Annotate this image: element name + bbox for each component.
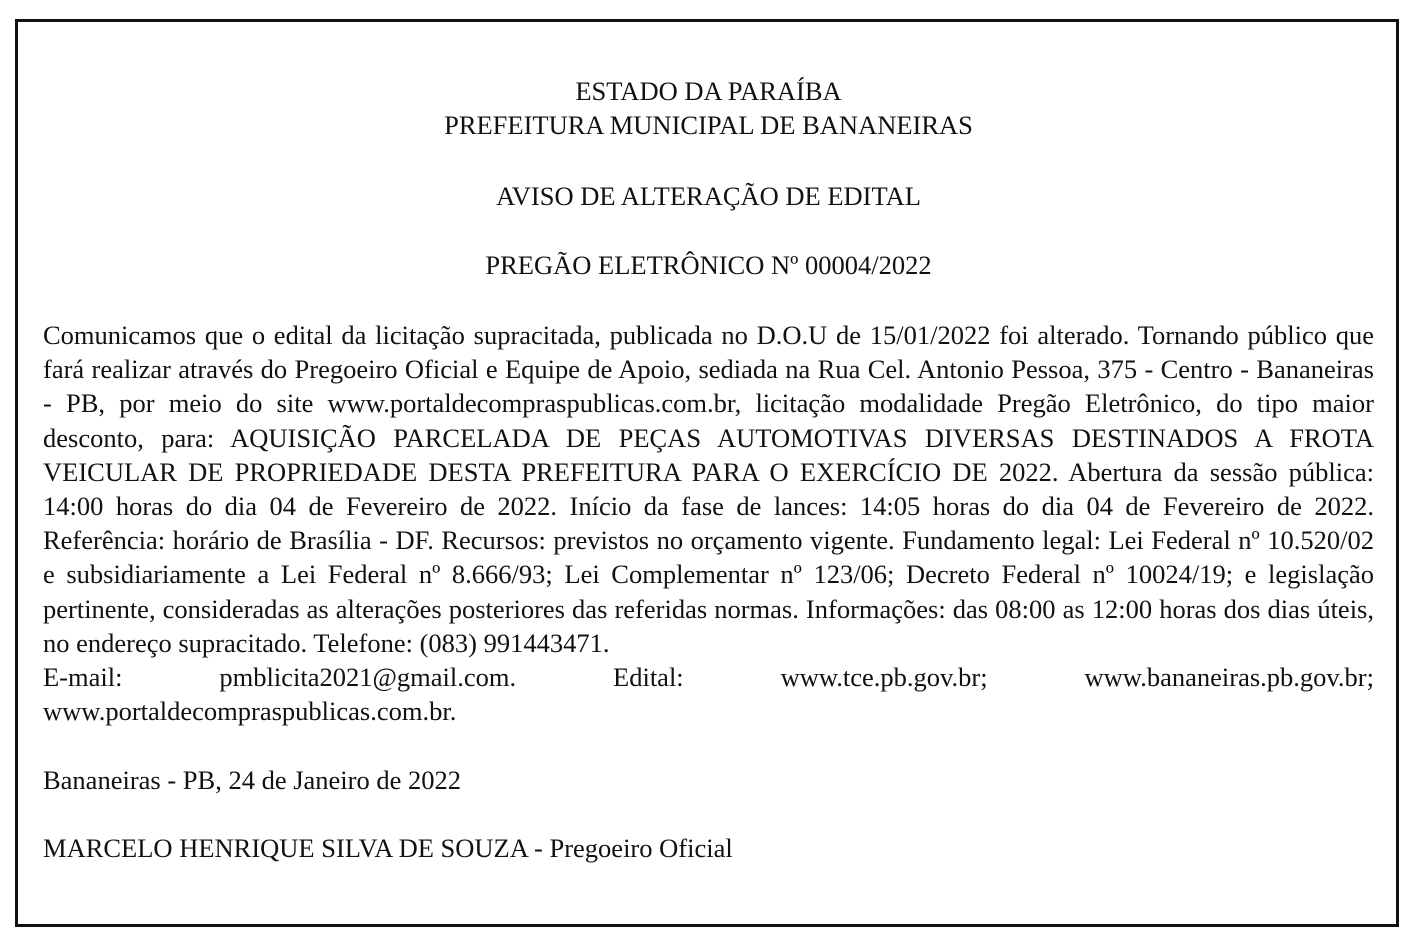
contact-line bbox=[43, 660, 1374, 694]
notice-signature: MARCELO HENRIQUE SILVA DE SOUZA - Pregoeiro Oficial bbox=[43, 833, 733, 864]
email-address: pmblicita2021@gmail.com. bbox=[219, 662, 517, 693]
notice-body bbox=[43, 318, 1374, 728]
tce-url: www.tce.pb.gov.br; bbox=[780, 662, 988, 693]
edital-label: Edital: bbox=[613, 662, 684, 693]
notice-title: AVISO DE ALTERAÇÃO DE EDITAL bbox=[496, 181, 921, 211]
email-label: E-mail: bbox=[43, 662, 123, 693]
portal-url: www.portaldecompraspublicas.com.br. bbox=[43, 696, 457, 727]
notice-content bbox=[43, 74, 1374, 892]
notice-header bbox=[43, 74, 1374, 142]
notice-paragraph: Comunicamos que o edital da licitação supracitada, publicada no D.O.U de 15/01/2022 foi alterado. Tornando público que fará realizar através do Pregoeiro Oficial e Equipe de Apoio, sediada na Rua Cel. Antonio Pessoa, 375 - Centro - Bananeiras - PB, por meio do site www.portaldecompraspublicas.com.br, licitação modalidade Pregão Eletrônico, do tipo maior desconto, para: AQUISIÇÃO PARCELADA DE PEÇAS AUTOMOTIVAS DIVERSAS DESTINADOS A FROTA VEICULAR DE PROPRIEDADE DESTA PREFEITURA PARA O EXERCÍCIO DE 2022. Abertura da sessão pública: 14:00 horas do dia 04 de Fevereiro de 2022. Início da fase de lances: 14:05 horas do dia 04 de Fevereiro de 2022. Referência: horário de Brasília - DF. Recursos: previstos no orçamento vigente. Fundamento legal: Lei Federal nº 10.520/02 e subsidiariamente a Lei Federal nº 8.666/93; Lei Complementar nº 123/06; Decreto Federal nº 10024/19; e legislação pertinente, consideradas as alterações posteriores das referidas normas. Informações: das 08:00 as 12:00 horas dos dias úteis, no endereço supracitado. Telefone: (083) 991443471. bbox=[43, 320, 1374, 658]
notice-number: PREGÃO ELETRÔNICO Nº 00004/2022 bbox=[485, 250, 932, 280]
municipality-url: www.bananeiras.pb.gov.br; bbox=[1084, 662, 1374, 693]
municipality-name: PREFEITURA MUNICIPAL DE BANANEIRAS bbox=[444, 110, 973, 140]
notice-date: Bananeiras - PB, 24 de Janeiro de 2022 bbox=[43, 765, 462, 796]
state-name: ESTADO DA PARAÍBA bbox=[575, 76, 842, 106]
